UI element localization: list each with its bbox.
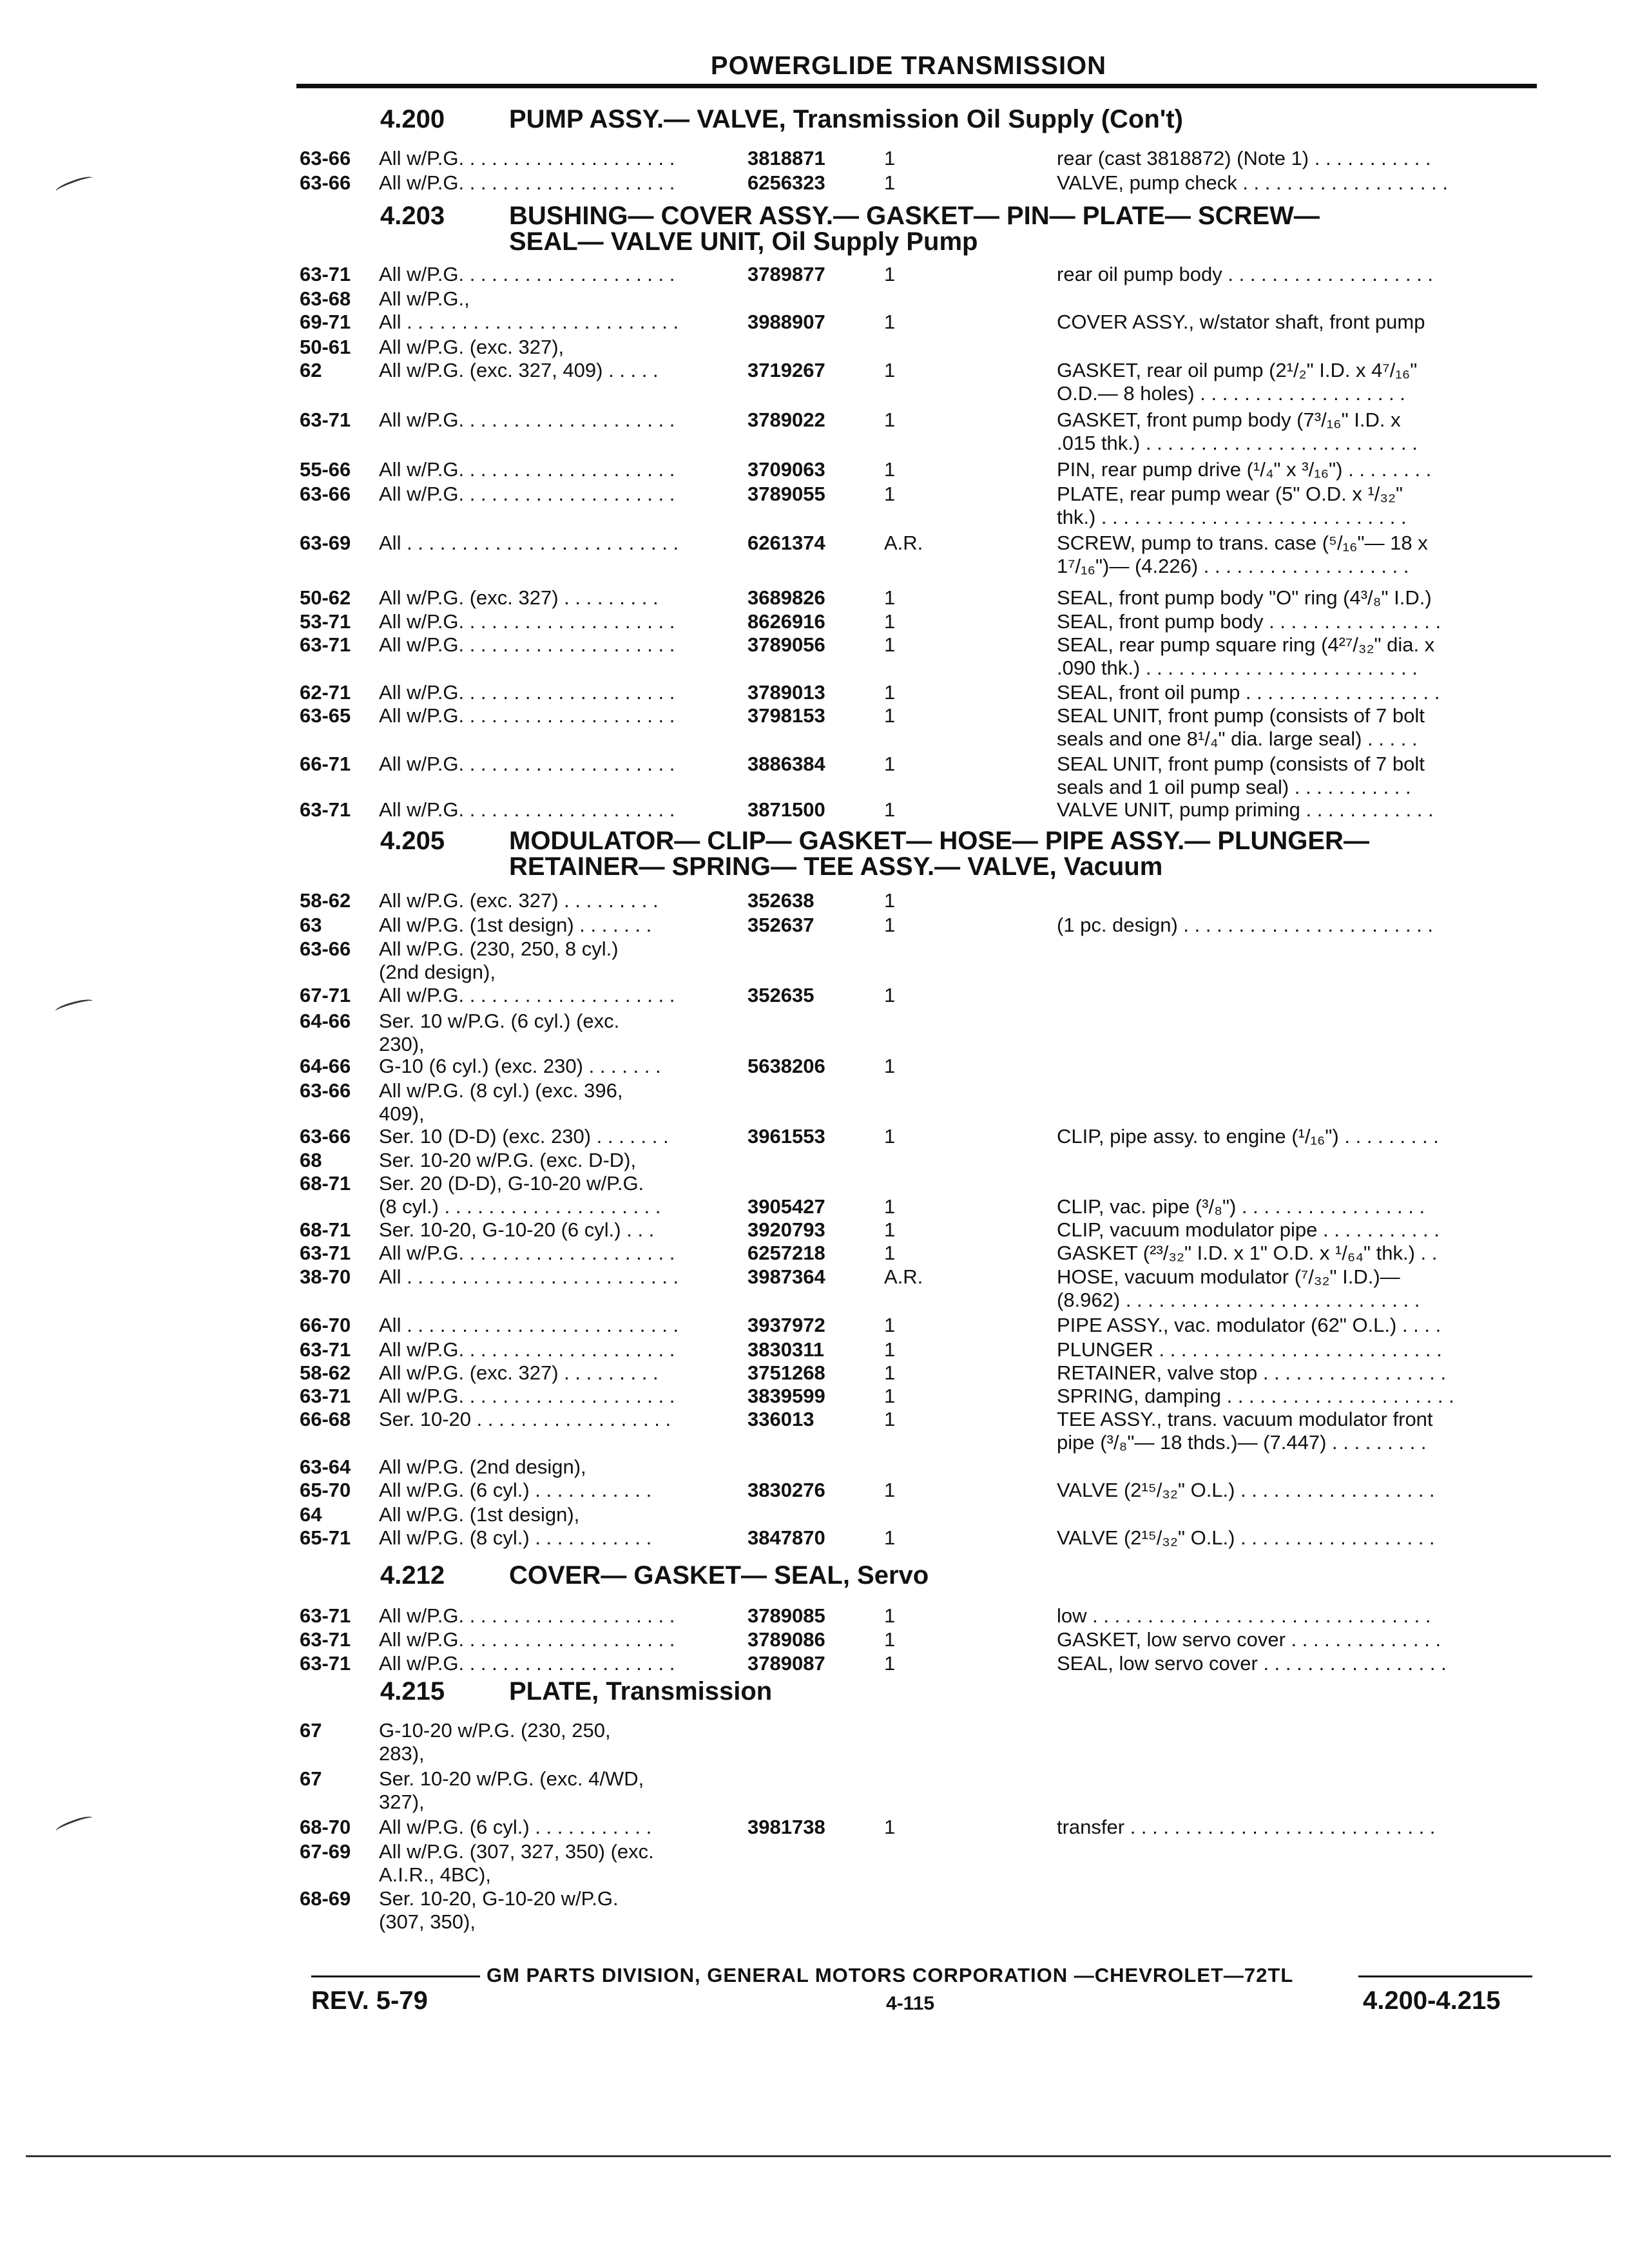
part-description: transfer . . . . . . . . . . . . . . . . . . . . . . . . . . . . — [1057, 1816, 1436, 1838]
part-number: 3839599 — [747, 1385, 825, 1407]
application: All w/P.G. . . . . . . . . . . . . . . . . . . . — [379, 681, 675, 704]
header-rule — [296, 84, 1537, 88]
binder-hole-mark — [55, 174, 94, 195]
quantity: 1 — [884, 889, 896, 912]
quantity: 1 — [884, 458, 896, 481]
part-description: rear oil pump body . . . . . . . . . . . . . . . . . . . — [1057, 263, 1434, 285]
quantity: 1 — [884, 147, 896, 169]
section-title: BUSHING— COVER ASSY.— GASKET— PIN— PLATE— SCREW— SEAL— VALVE UNIT, Oil Supply Pump — [509, 202, 1320, 256]
binder-hole-mark — [55, 1814, 94, 1835]
part-number: 3789022 — [747, 408, 825, 431]
part-description: rear (cast 3818872) (Note 1) . . . . . . . . . . . — [1057, 147, 1431, 169]
model-years: 66-71 — [300, 753, 351, 775]
part-number: 3789056 — [747, 633, 825, 656]
model-years: 50-62 — [300, 586, 351, 609]
part-description: VALVE UNIT, pump priming . . . . . . . . . . . . — [1057, 798, 1434, 821]
quantity: 1 — [884, 798, 896, 821]
application: All w/P.G. (1st design), All w/P.G. (8 cyl.) . . . . . . . . . . . — [379, 1503, 652, 1549]
part-description: GASKET (²³/₃₂" I.D. x 1" O.D. x ¹/₆₄" thk.) . . — [1057, 1242, 1438, 1264]
model-years: 67 — [300, 1767, 322, 1790]
quantity: 1 — [884, 1526, 896, 1549]
part-number: 3937972 — [747, 1314, 825, 1336]
section-number: 4.215 — [380, 1677, 445, 1706]
part-number: 3961553 — [747, 1125, 825, 1148]
part-number: 6261374 — [747, 532, 825, 554]
part-description: COVER ASSY., w/stator shaft, front pump — [1057, 311, 1425, 333]
model-years: 58-62 — [300, 1361, 351, 1384]
part-number: 3789013 — [747, 681, 825, 704]
part-number: 3988907 — [747, 311, 825, 333]
application: All w/P.G. . . . . . . . . . . . . . . . . . . . — [379, 171, 675, 194]
application: All w/P.G. . . . . . . . . . . . . . . . . . . . — [379, 633, 675, 656]
application: All . . . . . . . . . . . . . . . . . . . . . . . . . — [379, 1314, 679, 1336]
part-description: SCREW, pump to trans. case (⁵/₁₆"— 18 x 1⁷/₁₆")— (4.226) . . . . . . . . . . . . . . . . . . . — [1057, 532, 1428, 577]
model-years: 63-71 — [300, 1628, 351, 1651]
part-number: 3751268 — [747, 1361, 825, 1384]
part-number: 3719267 — [747, 359, 825, 381]
part-number: 3798153 — [747, 704, 825, 727]
model-years: 63-71 — [300, 408, 351, 431]
application: All w/P.G. (1st design) . . . . . . . — [379, 914, 652, 936]
part-description: VALVE, pump check . . . . . . . . . . . . . . . . . . . — [1057, 171, 1448, 194]
model-years: 63-64 65-70 — [300, 1456, 351, 1501]
application: All w/P.G. (exc. 327) . . . . . . . . . — [379, 889, 659, 912]
part-description: SEAL UNIT, front pump (consists of 7 bolt seals and one 8¹/₄" dia. large seal) . . . . . — [1057, 704, 1425, 750]
part-description: CLIP, vac. pipe (³/₈") . . . . . . . . . . . . . . . . . — [1057, 1195, 1425, 1218]
application: All w/P.G. . . . . . . . . . . . . . . . . . . . — [379, 1242, 675, 1264]
quantity: 1 — [884, 1361, 896, 1384]
model-years: 55-66 — [300, 458, 351, 481]
part-description: VALVE (2¹⁵/₃₂" O.L.) . . . . . . . . . . . . . . . . . . — [1057, 1479, 1435, 1501]
application: All w/P.G. (6 cyl.) . . . . . . . . . . . — [379, 1816, 652, 1838]
part-description: PLATE, rear pump wear (5" O.D. x ¹/₃₂" thk.) . . . . . . . . . . . . . . . . . . . . . . . . . . . . — [1057, 483, 1407, 528]
part-description: SEAL UNIT, front pump (consists of 7 bolt seals and 1 oil pump seal) . . . . . . . . . . . — [1057, 753, 1425, 798]
model-years: 63-71 — [300, 1604, 351, 1627]
part-description: TEE ASSY., trans. vacuum modulator front pipe (³/₈"— 18 thds.)— (7.447) . . . . . . . . . — [1057, 1408, 1433, 1454]
section-number: 4.203 — [380, 202, 445, 230]
application: All w/P.G. (230, 250, 8 cyl.) (2nd design), All w/P.G. . . . . . . . . . . . . . . . . . . . — [379, 937, 675, 1006]
application: All w/P.G. . . . . . . . . . . . . . . . . . . . — [379, 798, 675, 821]
model-years: 63-66 — [300, 171, 351, 194]
application: All . . . . . . . . . . . . . . . . . . . . . . . . . — [379, 1265, 679, 1288]
part-number: 3830276 — [747, 1479, 825, 1501]
application: Ser. 10 (D-D) (exc. 230) . . . . . . . — [379, 1125, 669, 1148]
part-number: 3789085 — [747, 1604, 825, 1627]
model-years: 63-66 — [300, 483, 351, 505]
quantity: 1 — [884, 704, 896, 727]
model-years: 63-69 — [300, 532, 351, 554]
quantity: 1 — [884, 914, 896, 936]
quantity: A.R. — [884, 1265, 923, 1288]
quantity: A.R. — [884, 532, 923, 554]
part-description: GASKET, low servo cover . . . . . . . . . . . . . . — [1057, 1628, 1441, 1651]
application: All w/P.G. (exc. 327) . . . . . . . . . — [379, 1361, 659, 1384]
quantity: 1 — [884, 1816, 896, 1838]
application: All w/P.G. (307, 327, 350) (exc. A.I.R., 4BC), — [379, 1840, 654, 1886]
application: All w/P.G. . . . . . . . . . . . . . . . . . . . — [379, 483, 675, 505]
part-description: GASKET, front pump body (7³/₁₆" I.D. x .015 thk.) . . . . . . . . . . . . . . . . . . . . . . . . . — [1057, 408, 1418, 454]
quantity: 1 — [884, 1314, 896, 1336]
application: All w/P.G. . . . . . . . . . . . . . . . . . . . — [379, 263, 675, 285]
model-years: 68-70 — [300, 1816, 351, 1838]
part-number: 3789087 — [747, 1652, 825, 1675]
part-number: 3847870 — [747, 1526, 825, 1549]
part-number: 8626916 — [747, 610, 825, 633]
model-years: 38-70 — [300, 1265, 351, 1288]
part-description: RETAINER, valve stop . . . . . . . . . . . . . . . . . — [1057, 1361, 1447, 1384]
footer-rule-right — [1358, 1975, 1532, 1977]
part-number: 3981738 — [747, 1816, 825, 1838]
application: All w/P.G. . . . . . . . . . . . . . . . . . . . — [379, 458, 675, 481]
model-years: 63-71 — [300, 263, 351, 285]
part-number: 6256323 — [747, 171, 825, 194]
part-number: 3886384 — [747, 753, 825, 775]
model-years: 62-71 — [300, 681, 351, 704]
quantity: 1 — [884, 984, 896, 1006]
part-number: 3789055 — [747, 483, 825, 505]
footer-division: GM PARTS DIVISION, GENERAL MOTORS CORPORATION —CHEVROLET—72TL — [487, 1964, 1294, 1986]
application: All . . . . . . . . . . . . . . . . . . . . . . . . . — [379, 532, 679, 554]
quantity: 1 — [884, 1195, 896, 1218]
application: All w/P.G. . . . . . . . . . . . . . . . . . . . — [379, 753, 675, 775]
model-years: 63-66 67-71 — [300, 937, 351, 1006]
page-number: 4-115 — [886, 1993, 935, 2014]
model-years: 58-62 — [300, 889, 351, 912]
model-years: 68 68-71 — [300, 1149, 351, 1195]
quantity: 1 — [884, 1125, 896, 1148]
quantity: 1 — [884, 1604, 896, 1627]
part-description: GASKET, rear oil pump (2¹/₂" I.D. x 4⁷/₁₆" O.D.— 8 holes) . . . . . . . . . . . . . . . . . . . — [1057, 359, 1418, 405]
part-number: 5638206 — [747, 1055, 825, 1077]
section-number: 4.205 — [380, 827, 445, 855]
model-years: 63-71 — [300, 1652, 351, 1675]
part-number: 6257218 — [747, 1242, 825, 1264]
quantity: 1 — [884, 753, 896, 775]
section-title: PLATE, Transmission — [509, 1677, 773, 1706]
revision-label: REV. 5-79 — [311, 1986, 428, 2015]
part-description: SEAL, front pump body . . . . . . . . . . . . . . . . — [1057, 610, 1441, 633]
application: All w/P.G. (2nd design), All w/P.G. (6 cyl.) . . . . . . . . . . . — [379, 1456, 652, 1501]
model-years: 66-68 — [300, 1408, 351, 1430]
model-years: 50-61 62 — [300, 336, 351, 381]
quantity: 1 — [884, 586, 896, 609]
quantity: 1 — [884, 1242, 896, 1264]
model-years: 63-71 — [300, 1242, 351, 1264]
part-number: 352638 — [747, 889, 815, 912]
model-years: 63-71 — [300, 798, 351, 821]
section-range: 4.200-4.215 — [1363, 1986, 1501, 2015]
model-years: 67 — [300, 1719, 322, 1742]
quantity: 1 — [884, 610, 896, 633]
application: All w/P.G. . . . . . . . . . . . . . . . . . . . — [379, 408, 675, 431]
application: All w/P.G. (exc. 327), All w/P.G. (exc. 327, 409) . . . . . — [379, 336, 659, 381]
part-description: HOSE, vacuum modulator (⁷/₃₂" I.D.)— (8.962) . . . . . . . . . . . . . . . . . . . . . . . . . . . — [1057, 1265, 1420, 1311]
application: All w/P.G. . . . . . . . . . . . . . . . . . . . — [379, 704, 675, 727]
quantity: 1 — [884, 1338, 896, 1361]
section-title: MODULATOR— CLIP— GASKET— HOSE— PIPE ASSY.— PLUNGER— RETAINER— SPRING— TEE ASSY.— VALVE, Vacuum — [509, 827, 1369, 881]
quantity: 1 — [884, 1218, 896, 1241]
application: All w/P.G. . . . . . . . . . . . . . . . . . . . — [379, 1385, 675, 1407]
part-description: (1 pc. design) . . . . . . . . . . . . . . . . . . . . . . . — [1057, 914, 1434, 936]
quantity: 1 — [884, 1055, 896, 1077]
page-header: POWERGLIDE TRANSMISSION — [710, 52, 1107, 80]
part-description: PIN, rear pump drive (¹/₄" x ³/₁₆") . . . . . . . . — [1057, 458, 1432, 481]
model-years: 64-66 — [300, 1055, 351, 1077]
part-description: SPRING, damping . . . . . . . . . . . . . . . . . . . . . — [1057, 1385, 1454, 1407]
part-number: 3905427 — [747, 1195, 825, 1218]
model-years: 63 — [300, 914, 322, 936]
model-years: 63-68 69-71 — [300, 287, 351, 333]
part-number: 3830311 — [747, 1338, 824, 1361]
model-years: 63-71 — [300, 1385, 351, 1407]
part-number: 3689826 — [747, 586, 825, 609]
model-years: 53-71 — [300, 610, 351, 633]
model-years: 68-71 — [300, 1218, 351, 1241]
application: All w/P.G. . . . . . . . . . . . . . . . . . . . — [379, 610, 675, 633]
application: All w/P.G. . . . . . . . . . . . . . . . . . . . — [379, 1652, 675, 1675]
quantity: 1 — [884, 483, 896, 505]
quantity: 1 — [884, 681, 896, 704]
quantity: 1 — [884, 1385, 896, 1407]
model-years: 63-71 — [300, 633, 351, 656]
section-title: PUMP ASSY.— VALVE, Transmission Oil Supply (Con't) — [509, 105, 1183, 133]
application: All w/P.G., All . . . . . . . . . . . . . . . . . . . . . . . . . — [379, 287, 679, 333]
part-description: SEAL, rear pump square ring (4²⁷/₃₂" dia. x .090 thk.) . . . . . . . . . . . . . . . . . . . . . . . . . — [1057, 633, 1435, 679]
section-number: 4.200 — [380, 105, 445, 133]
quantity: 1 — [884, 1479, 896, 1501]
application: All w/P.G. (exc. 327) . . . . . . . . . — [379, 586, 659, 609]
application: G-10 (6 cyl.) (exc. 230) . . . . . . . — [379, 1055, 661, 1077]
quantity: 1 — [884, 359, 896, 381]
scan-edge-rule — [26, 2155, 1611, 2157]
part-description: SEAL, front oil pump . . . . . . . . . . . . . . . . . . — [1057, 681, 1440, 704]
binder-hole-mark — [54, 997, 93, 1015]
application: Ser. 10-20 w/P.G. (exc. D-D), Ser. 20 (D-D), G-10-20 w/P.G. (8 cyl.) . . . . . . . . . . . . . . . . . . . . — [379, 1149, 661, 1218]
part-description: low . . . . . . . . . . . . . . . . . . . . . . . . . . . . . . . — [1057, 1604, 1431, 1627]
application: All w/P.G. . . . . . . . . . . . . . . . . . . . — [379, 1628, 675, 1651]
application: All w/P.G. . . . . . . . . . . . . . . . . . . . — [379, 147, 675, 169]
application: Ser. 10-20 w/P.G. (exc. 4/WD, 327), — [379, 1767, 644, 1813]
application: All w/P.G. . . . . . . . . . . . . . . . . . . . — [379, 1604, 675, 1627]
part-description: CLIP, pipe assy. to engine (¹/₁₆") . . . . . . . . . — [1057, 1125, 1439, 1148]
part-number: 3789086 — [747, 1628, 825, 1651]
model-years: 63-66 — [300, 1125, 351, 1148]
part-number: 3818871 — [747, 147, 825, 169]
section-title: COVER— GASKET— SEAL, Servo — [509, 1561, 929, 1590]
part-description: VALVE (2¹⁵/₃₂" O.L.) . . . . . . . . . . . . . . . . . . — [1057, 1526, 1435, 1549]
application: G-10-20 w/P.G. (230, 250, 283), — [379, 1719, 611, 1765]
quantity: 1 — [884, 1652, 896, 1675]
section-number: 4.212 — [380, 1561, 445, 1590]
quantity: 1 — [884, 1408, 896, 1430]
part-number: 3709063 — [747, 458, 825, 481]
quantity: 1 — [884, 263, 896, 285]
part-number: 3789877 — [747, 263, 825, 285]
application: All w/P.G. (8 cyl.) (exc. 396, 409), — [379, 1079, 623, 1125]
application: All w/P.G. . . . . . . . . . . . . . . . . . . . — [379, 1338, 675, 1361]
application: Ser. 10-20, G-10-20 (6 cyl.) . . . — [379, 1218, 655, 1241]
model-years: 66-70 — [300, 1314, 351, 1336]
part-number: 3920793 — [747, 1218, 825, 1241]
application: Ser. 10 w/P.G. (6 cyl.) (exc. 230), — [379, 1010, 620, 1055]
part-description: PIPE ASSY., vac. modulator (62" O.L.) . . . . — [1057, 1314, 1441, 1336]
part-number: 3871500 — [747, 798, 825, 821]
part-description: CLIP, vacuum modulator pipe . . . . . . . . . . . — [1057, 1218, 1440, 1241]
model-years: 63-66 — [300, 147, 351, 169]
quantity: 1 — [884, 311, 896, 333]
model-years: 63-66 — [300, 1079, 351, 1102]
part-number: 352635 — [747, 984, 815, 1006]
application: Ser. 10-20 . . . . . . . . . . . . . . . . . . — [379, 1408, 671, 1430]
model-years: 64 65-71 — [300, 1503, 351, 1549]
model-years: 64-66 — [300, 1010, 351, 1032]
quantity: 1 — [884, 633, 896, 656]
part-description: SEAL, front pump body "O" ring (4³/₈" I.D.) — [1057, 586, 1432, 609]
part-number: 336013 — [747, 1408, 815, 1430]
part-number: 3987364 — [747, 1265, 825, 1288]
quantity: 1 — [884, 1628, 896, 1651]
model-years: 67-69 — [300, 1840, 351, 1863]
model-years: 63-65 — [300, 704, 351, 727]
part-description: PLUNGER . . . . . . . . . . . . . . . . . . . . . . . . . . — [1057, 1338, 1442, 1361]
part-number: 352637 — [747, 914, 815, 936]
quantity: 1 — [884, 408, 896, 431]
model-years: 68-69 — [300, 1887, 351, 1910]
model-years: 63-71 — [300, 1338, 351, 1361]
footer-rule-left — [311, 1975, 480, 1977]
part-description: SEAL, low servo cover . . . . . . . . . . . . . . . . . — [1057, 1652, 1447, 1675]
application: Ser. 10-20, G-10-20 w/P.G. (307, 350), — [379, 1887, 619, 1933]
quantity: 1 — [884, 171, 896, 194]
